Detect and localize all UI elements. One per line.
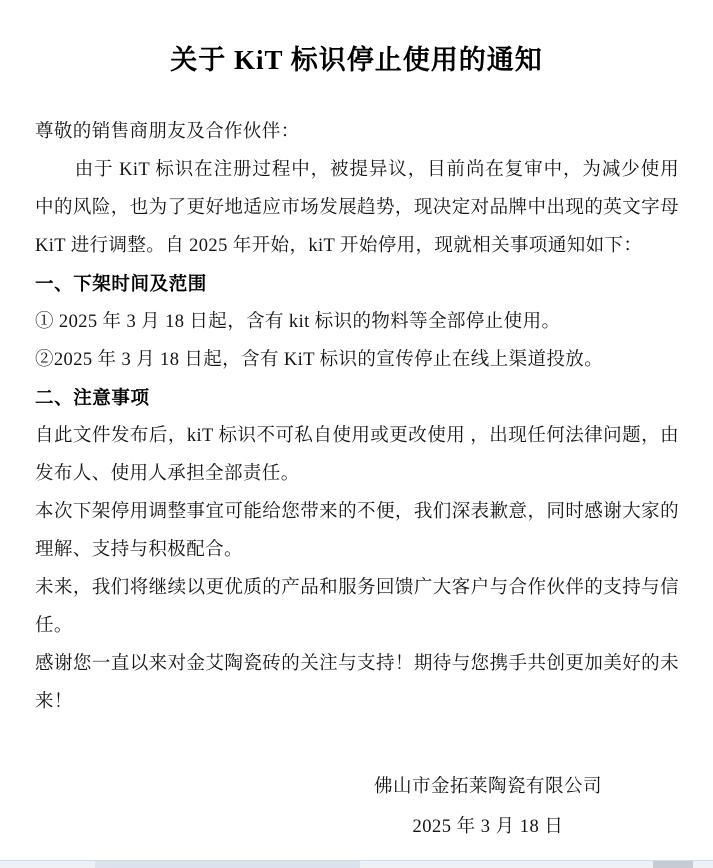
scrollbar-thumb-left[interactable] bbox=[95, 861, 360, 868]
signature-block bbox=[333, 767, 643, 847]
salutation: 尊敬的销售商朋友及合作伙伴： bbox=[35, 122, 300, 142]
section2-paragraph-2: 本次下架停用调整事宜可能给您带来的不便，我们深表歉意，同时感谢大家的理解、支持与积极配合。 bbox=[35, 502, 679, 560]
section1-heading: 一、下架时间及范围 bbox=[35, 273, 207, 294]
signature-company: 佛山市金拓莱陶瓷有限公司 bbox=[373, 777, 602, 797]
section2-paragraph-4: 感谢您一直以来对金艾陶瓷砖的关注与支持！期待与您携手共创更加美好的未来！ bbox=[35, 654, 679, 712]
section2-paragraph-1: 自此文件发布后，kiT 标识不可私自使用或更改使用 ，出现任何法律问题，由发布人、使用人承担全部责任。 bbox=[35, 426, 679, 484]
section1-item-2: ②2025 年 3 月 18 日起，含有 KiT 标识的宣传停止在线上渠道投放。 bbox=[35, 350, 604, 370]
document-body bbox=[0, 78, 713, 847]
horizontal-scrollbar[interactable] bbox=[0, 860, 713, 868]
scrollbar-thumb-right[interactable] bbox=[653, 861, 693, 868]
section1-item-1: ① 2025 年 3 月 18 日起，含有 kit 标识的物料等全部停止使用。 bbox=[35, 312, 561, 332]
signature-date: 2025 年 3 月 18 日 bbox=[412, 817, 564, 837]
document-title: 关于 KiT 标识停止使用的通知 bbox=[170, 45, 543, 75]
section2-heading: 二、注意事项 bbox=[35, 387, 150, 408]
intro-paragraph: 由于 KiT 标识在注册过程中，被提异议，目前尚在复审中，为减少使用中的风险，也为了更好地适应市场发展趋势，现决定对品牌中出现的英文字母 KiT 进行调整。自 2025 年开始，kiT 开始停用，现就相关事项通知如下： bbox=[35, 160, 679, 256]
section2-paragraph-3: 未来，我们将继续以更优质的产品和服务回馈广大客户与合作伙伴的支持与信任。 bbox=[35, 578, 679, 636]
